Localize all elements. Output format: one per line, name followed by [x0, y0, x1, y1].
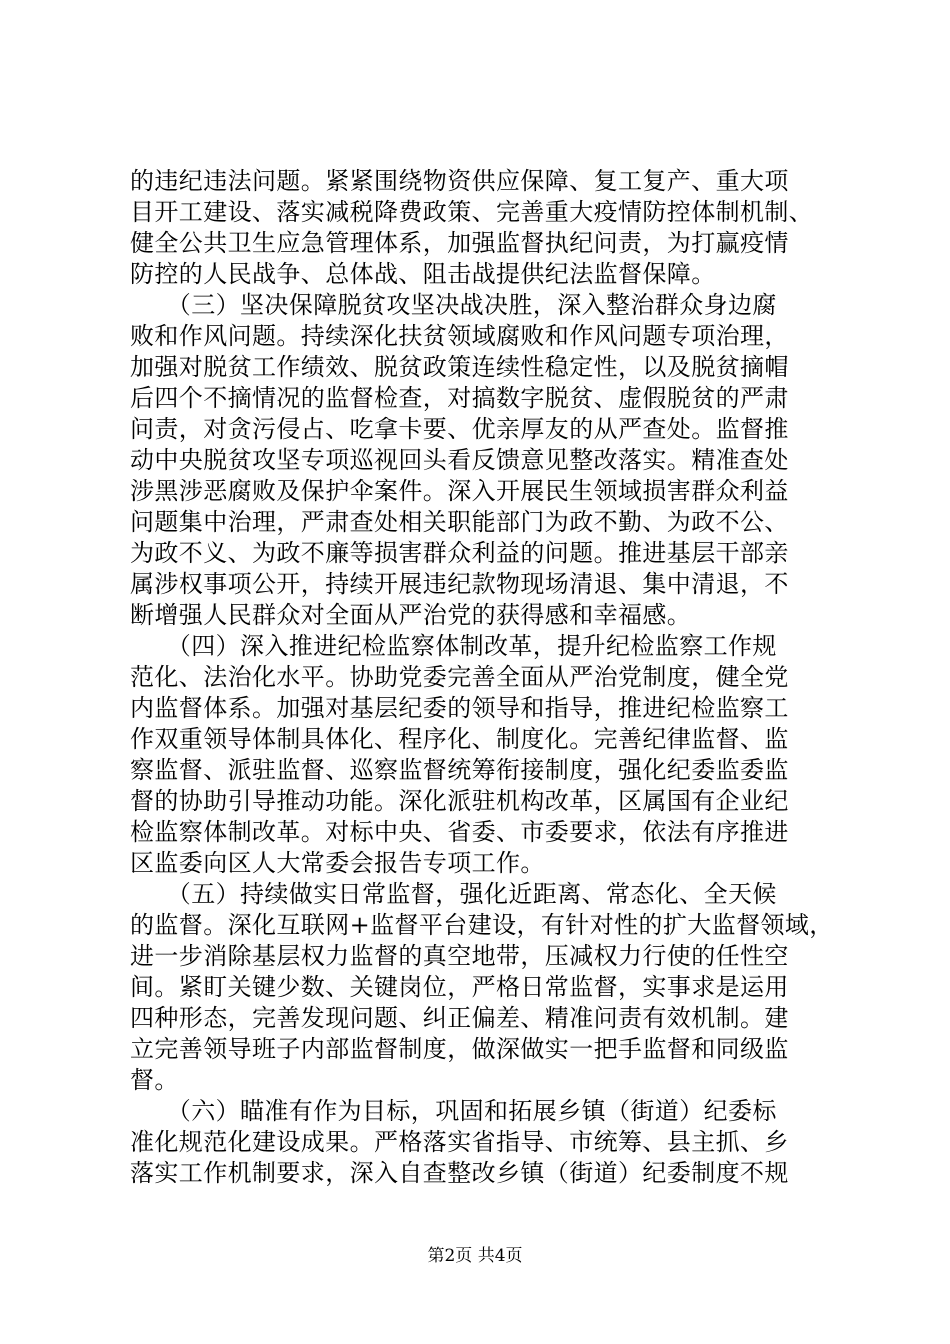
text-line: 的监督。深化互联网+监督平台建设，有针对性的扩大监督领域， — [130, 911, 834, 939]
text-line: 督。 — [130, 1066, 179, 1094]
text-line: 落实工作机制要求，深入自查整改乡镇（街道）纪委制度不规 — [130, 1159, 789, 1187]
text-line: 四种形态，完善发现问题、纠正偏差、精准问责有效机制。建 — [130, 1004, 789, 1032]
text-line: 立完善领导班子内部监督制度，做深做实一把手监督和同级监 — [130, 1035, 789, 1063]
text-line: 动中央脱贫攻坚专项巡视回头看反馈意见整改落实。精准查处 — [130, 446, 789, 474]
text-line: 防控的人民战争、总体战、阻击战提供纪法监督保障。 — [130, 260, 716, 288]
text-line: （四）深入推进纪检监察体制改革，提升纪检监察工作规 — [130, 632, 777, 660]
text-line: 为政不义、为政不廉等损害群众利益的问题。推进基层干部亲 — [130, 539, 789, 567]
text-line: 后四个不摘情况的监督检查，对搞数字脱贫、虚假脱贫的严肃 — [130, 384, 789, 412]
paragraph-2 — [130, 290, 830, 631]
text-line: 涉黑涉恶腐败及保护伞案件。深入开展民生领域损害群众利益 — [130, 477, 789, 505]
text-line: 问责，对贪污侵占、吃拿卡要、优亲厚友的从严查处。监督推 — [130, 415, 789, 443]
document-body — [130, 166, 834, 1189]
text-line: 属涉权事项公开，持续开展违纪款物现场清退、集中清退，不 — [130, 570, 789, 598]
text-line: （五）持续做实日常监督，强化近距离、常态化、全天候 — [130, 880, 777, 908]
page-number: 第2页 共4页 — [427, 1246, 523, 1266]
text-line: 区监委向区人大常委会报告专项工作。 — [130, 849, 545, 877]
text-line: 作双重领导体制具体化、程序化、制度化。完善纪律监督、监 — [130, 725, 789, 753]
text-line: 问题集中治理，严肃查处相关职能部门为政不勤、为政不公、 — [130, 508, 789, 536]
text-line: 督的协助引导推动功能。深化派驻机构改革，区属国有企业纪 — [130, 787, 789, 815]
text-line: 进一步消除基层权力监督的真空地带，压减权力行使的任性空 — [130, 942, 789, 970]
text-line: 内监督体系。加强对基层纪委的领导和指导，推进纪检监察工 — [130, 694, 789, 722]
text-line: 间。紧盯关键少数、关键岗位，严格日常监督，实事求是运用 — [130, 973, 789, 1001]
paragraph-5 — [130, 1096, 830, 1189]
text-line: （六）瞄准有作为目标，巩固和拓展乡镇（街道）纪委标 — [130, 1097, 777, 1125]
text-line: 败和作风问题。持续深化扶贫领域腐败和作风问题专项治理， — [130, 322, 789, 350]
text-line: 准化规范化建设成果。严格落实省指导、市统筹、县主抓、乡 — [130, 1128, 789, 1156]
text-line: 的违纪违法问题。紧紧围绕物资供应保障、复工复产、重大项 — [130, 167, 789, 195]
paragraph-1 — [130, 166, 830, 290]
text-line: 察监督、派驻监督、巡察监督统筹衔接制度，强化纪委监委监 — [130, 756, 789, 784]
text-line: 目开工建设、落实减税降费政策、完善重大疫情防控体制机制、 — [130, 198, 814, 226]
paragraph-4 — [130, 879, 834, 1096]
text-line: 断增强人民群众对全面从严治党的获得感和幸福感。 — [130, 601, 692, 629]
text-line: 检监察体制改革。对标中央、省委、市委要求，依法有序推进 — [130, 818, 789, 846]
text-line: 范化、法治化水平。协助党委完善全面从严治党制度，健全党 — [130, 663, 789, 691]
text-line: （三）坚决保障脱贫攻坚决战决胜，深入整治群众身边腐 — [130, 291, 777, 319]
paragraph-3 — [130, 631, 830, 879]
text-line: 加强对脱贫工作绩效、脱贫政策连续性稳定性，以及脱贫摘帽 — [130, 353, 789, 381]
text-line: 健全公共卫生应急管理体系，加强监督执纪问责，为打赢疫情 — [130, 229, 789, 257]
